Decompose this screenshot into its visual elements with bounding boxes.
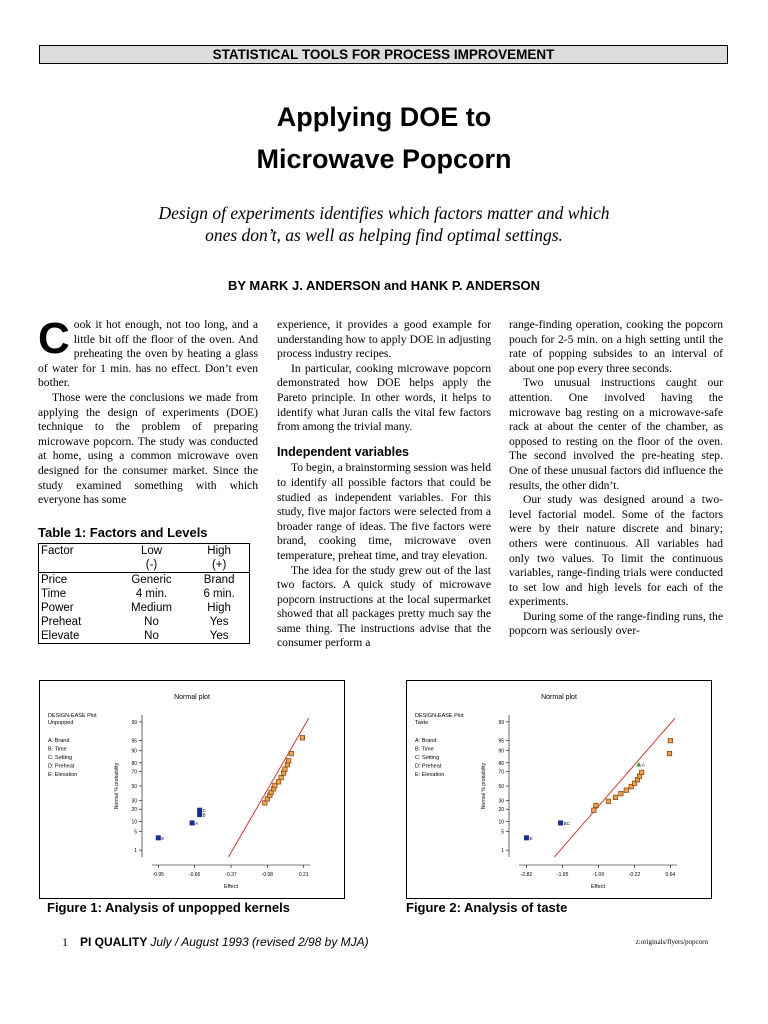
data-point-significant <box>190 820 195 825</box>
col3-paragraph-3: Our study was designed around a two-level factorial model. Some of the factors were by their nature discrete and binary; others were continuous. All variables had only two values. To limit the continuous variables, range-finding trials were conducted to set low and high levels for each of the experiments. <box>509 493 723 609</box>
file-path: z:originals/flyers/popcorn <box>635 938 708 946</box>
table-header-factor: Factor <box>41 545 74 557</box>
table-cell: Price <box>41 574 68 586</box>
table-cell: No <box>144 630 159 642</box>
data-point <box>592 808 596 812</box>
x-tick-label: -0.66 <box>188 872 201 878</box>
y-tick-label: 90 <box>131 748 137 755</box>
data-point-label: BC <box>563 820 570 826</box>
x-tick-label: 0.64 <box>665 872 676 878</box>
subtitle: Design of experiments identifies which factors matter and which ones don’t, as well as helping find optimal settings. <box>158 203 610 245</box>
factor-legend-item: D: Preheat <box>48 763 75 770</box>
col3-paragraph-4: During some of the range-finding runs, the popcorn was seriously over- <box>509 609 723 638</box>
y-tick-label: 80 <box>131 760 137 767</box>
table-cell: Brand <box>203 574 235 586</box>
x-tick-label: -0.22 <box>628 872 641 878</box>
x-tick-label: -0.08 <box>261 872 274 878</box>
col1-paragraph-2: Those were the conclusions we made from applying the design of experiments (DOE) technique to the problem of preparing microwave popcorn. The study was conducted at home, using a common microwave oven designed for the consumer market. Since the study examined something with which everyone has some <box>38 390 258 507</box>
data-point <box>606 799 610 803</box>
x-tick-label: -0.95 <box>152 872 164 878</box>
table-cell: Generic <box>131 574 172 586</box>
data-point-label: B <box>202 812 206 818</box>
x-tick-label: -1.09 <box>592 872 605 878</box>
response-label: Taste <box>415 720 429 726</box>
plot-label: DESIGN-EASE Plot <box>415 713 464 719</box>
fit-line <box>554 718 675 857</box>
table-title: Table 1: Factors and Levels <box>38 525 208 540</box>
figure-1-caption: Figure 1: Analysis of unpopped kernels <box>47 900 290 915</box>
data-point <box>286 759 290 763</box>
subhead-independent-variables: Independent variables <box>277 444 409 459</box>
x-axis-label: Effect <box>591 884 605 890</box>
x-tick-label: -2.82 <box>520 872 533 878</box>
y-tick-label: 30 <box>131 798 137 805</box>
data-point <box>300 736 304 740</box>
factor-legend-item: A: Brand <box>48 738 70 744</box>
y-tick-label: 99 <box>498 719 504 726</box>
col3-paragraph-2: Two unusual instructions caught our attention. One involved having the microwave bag resting on a microwave-safe rack at about the center of the chamber, as opposed to resting on the floor of the oven. The second involved the pre-heating step. One of these unusual factors did influence the results, the other didn’t. <box>509 376 723 492</box>
y-tick-label: 70 <box>498 769 504 776</box>
data-point <box>594 803 598 807</box>
y-tick-label: 70 <box>131 769 137 776</box>
x-tick-label: 0.21 <box>298 872 309 878</box>
col1-paragraph-1: ook it hot enough, not too long, and a little bit off the floor of the oven. And preheating the oven by heating a glass of water for 1 min. has no effect. Don’t even bother. <box>38 318 258 390</box>
data-point <box>279 775 283 779</box>
table-cell: Yes <box>209 616 229 628</box>
title-line-1: Applying DOE to <box>276 102 492 132</box>
byline: BY MARK J. ANDERSON and HANK P. ANDERSON <box>227 278 541 293</box>
factor-table <box>38 543 250 644</box>
col3-paragraph-1: range-finding operation, cooking the popcorn pouch for 2-5 min. on a high setting until the rate of popping subsides to an interval of about one pop every three seconds. <box>509 318 723 375</box>
factor-legend-item: C: Setting <box>48 755 73 761</box>
y-axis-label: Normal % probability <box>481 762 487 810</box>
data-point-significant <box>558 820 563 825</box>
table-cell: Time <box>41 588 67 600</box>
plot-label: DESIGN-EASE Plot <box>48 713 97 719</box>
data-point <box>668 738 672 742</box>
publication-date: July / August 1993 (revised 2/98 by MJA) <box>150 935 369 949</box>
x-tick-label: -0.37 <box>225 872 237 878</box>
table-cell: No <box>144 616 159 628</box>
data-point <box>613 795 617 799</box>
data-point <box>619 791 623 795</box>
y-tick-label: 10 <box>498 819 504 826</box>
factor-legend-item: C: Setting <box>415 755 440 761</box>
y-tick-label: 50 <box>131 784 137 790</box>
data-point <box>624 788 628 792</box>
table-row <box>39 615 250 629</box>
plot-title: Normal plot <box>174 694 210 701</box>
table-header-low: Low <box>140 545 163 557</box>
page-number: 1 <box>62 935 68 949</box>
normal-plot-taste <box>407 681 711 898</box>
table-row <box>39 601 250 615</box>
factor-legend-item: B: Time <box>48 746 67 753</box>
y-tick-label: 1 <box>134 848 137 855</box>
figure-2 <box>406 680 712 899</box>
table-cell: Yes <box>209 630 229 642</box>
table-cell: Medium <box>131 602 172 614</box>
column-2 <box>277 318 491 651</box>
factor-legend-item: A: Brand <box>415 738 437 744</box>
y-tick-label: 90 <box>498 748 504 755</box>
data-point-significant <box>197 808 202 813</box>
table-row <box>39 629 250 644</box>
y-tick-label: 5 <box>134 829 137 836</box>
data-point <box>289 751 293 755</box>
data-point <box>276 780 280 784</box>
y-axis-label: Normal % probability <box>114 762 120 810</box>
y-tick-label: 80 <box>498 760 504 767</box>
col2-paragraph-2: In particular, cooking microwave popcorn demonstrated how DOE helps apply the Pareto principle. In other words, it helps to identify what Juran calls the vital few factors from among the trivial many. <box>277 361 491 434</box>
figure-1 <box>39 680 345 899</box>
table-cell: Preheat <box>41 616 82 628</box>
title-line-2: Microwave Popcorn <box>256 144 512 174</box>
x-axis-label: Effect <box>224 884 238 890</box>
table-subheader <box>39 558 114 573</box>
factor-legend-item: E: Elevation <box>415 772 445 778</box>
column-1 <box>38 314 258 508</box>
factor-legend-item: D: Preheat <box>415 763 442 770</box>
data-point-significant <box>156 835 161 840</box>
table-cell: 6 min. <box>203 588 235 600</box>
data-point-significant <box>197 812 202 817</box>
fit-line <box>228 718 308 857</box>
plot-title: Normal plot <box>541 694 577 701</box>
y-tick-label: 10 <box>131 819 137 826</box>
y-tick-label: 99 <box>131 719 137 726</box>
drop-cap: C <box>38 314 70 363</box>
y-tick-label: 20 <box>131 807 137 814</box>
column-3 <box>509 318 723 639</box>
y-tick-label: 5 <box>501 829 504 836</box>
x-tick-label: -1.95 <box>556 872 569 878</box>
publication-name: PI QUALITY <box>80 935 148 949</box>
data-point-label: E <box>529 835 533 841</box>
data-point-significant <box>524 835 529 840</box>
col2-paragraph-4: The idea for the study grew out of the last two factors. A quick study of microwave popcorn instructions at the local supermarket showed that all packages pretty much say the same thing. The instructions advise that the consumer perform a <box>277 563 491 650</box>
table-row <box>39 573 250 588</box>
table-subheader-high: (+) <box>189 558 249 573</box>
data-point <box>283 767 287 771</box>
y-tick-label: 30 <box>498 798 504 805</box>
table-row <box>39 587 250 601</box>
table-cell: 4 min. <box>135 588 168 600</box>
data-point-label: A <box>641 762 645 768</box>
data-point-label: E <box>161 835 165 841</box>
normal-plot-unpopped <box>40 681 344 898</box>
y-tick-label: 1 <box>501 848 504 855</box>
factor-legend-item: B: Time <box>415 746 434 753</box>
data-point <box>667 751 671 755</box>
factor-legend-item: E: Elevation <box>48 772 78 778</box>
y-tick-label: 50 <box>498 784 504 790</box>
col2-paragraph-1: experience, it provides a good example for understanding how to apply DOE in adjusting process industry recipes. <box>277 318 491 361</box>
section-header: STATISTICAL TOOLS FOR PROCESS IMPROVEMENT <box>39 45 728 64</box>
table-cell: Elevate <box>41 630 80 642</box>
y-tick-label: 95 <box>131 738 137 745</box>
data-point <box>639 770 643 774</box>
response-label: Unpopped <box>48 720 74 726</box>
table-header-high: High <box>207 545 231 557</box>
table-cell: Power <box>41 602 74 614</box>
y-tick-label: 20 <box>498 807 504 814</box>
table-subheader-low: (-) <box>114 558 189 573</box>
figure-2-caption: Figure 2: Analysis of taste <box>406 900 568 915</box>
col2-paragraph-3: To begin, a brainstorming session was held to identify all possible factors that could be studied as independent variables. For this study, five major factors were selected from a broader range of ideas. The five factors were brand, cooking time, microwave oven temperature, preheat time, and tray elevation. <box>277 461 491 562</box>
footer <box>62 935 369 950</box>
table-cell: High <box>207 602 231 614</box>
y-tick-label: 95 <box>498 738 504 745</box>
data-point-label: C <box>202 808 206 814</box>
data-point-label: A <box>195 820 199 826</box>
